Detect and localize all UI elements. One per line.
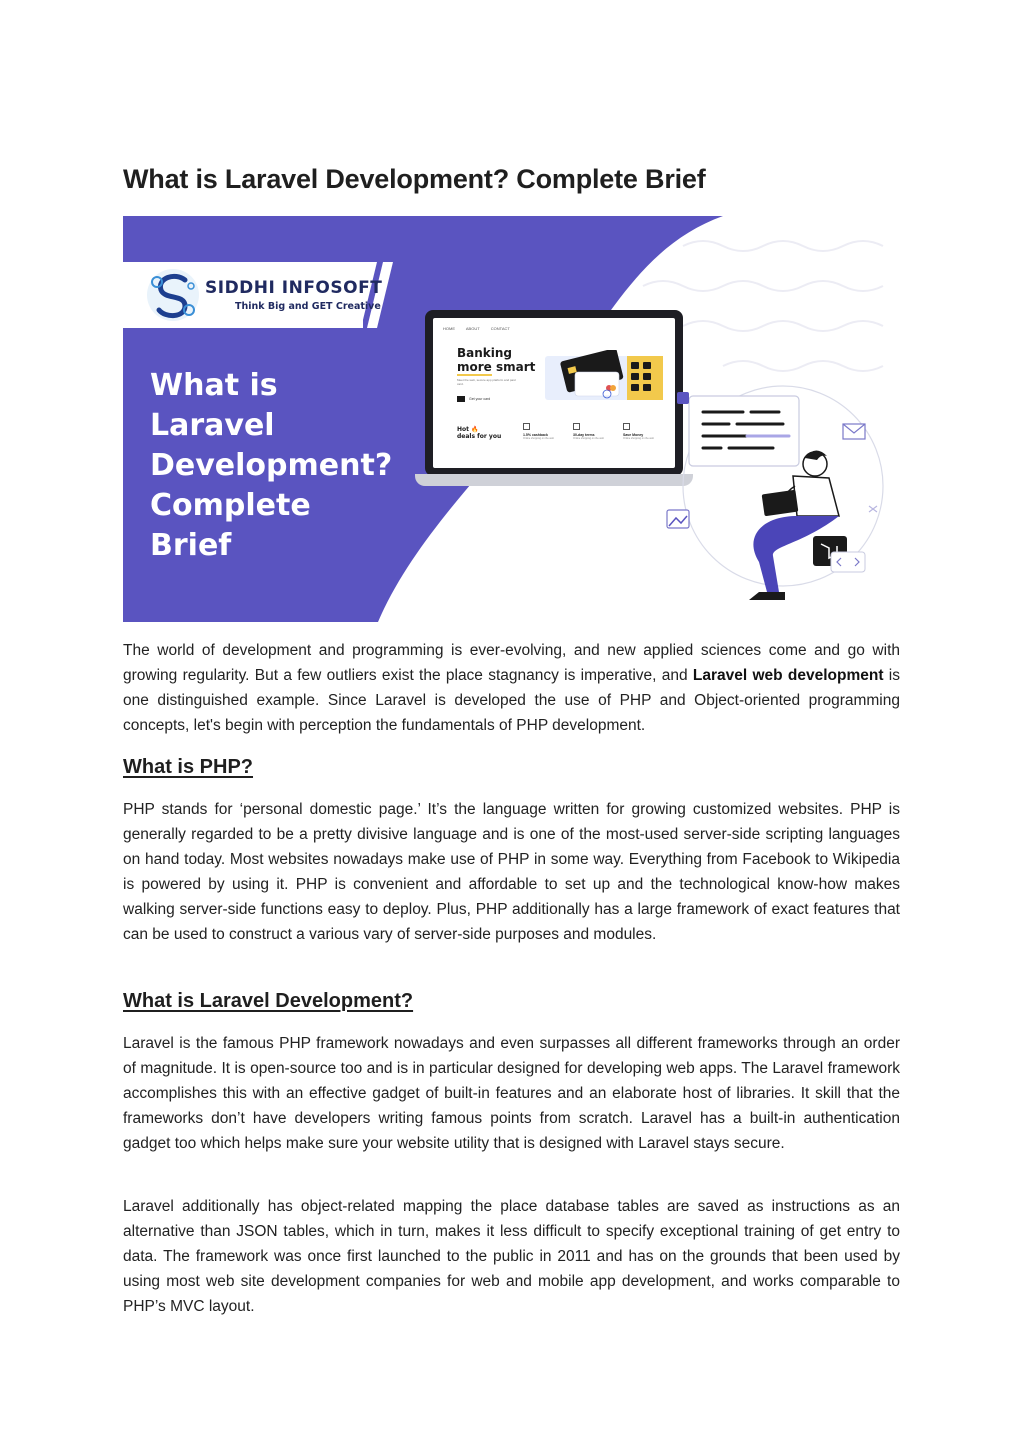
screen-deals-line: Hot 🔥 (457, 426, 479, 433)
screen-subtext: Meet the web, secure app platform and paid card. (457, 378, 516, 386)
feature-icon (573, 423, 580, 430)
feature-desc: Online shopping on the web (573, 437, 604, 440)
section-paragraph: Laravel is the famous PHP framework nowadays and even surpasses all different frameworks through an order of magnitude. It is open-source too and is in particular designed for developing web apps. The Laravel framework accomplishes this with an effective gadget of built-in features and an elaborate host of libraries. It skill that the frameworks don’t have developers writing famous points from scratch. Laravel has a built-in authentication gadget too which helps make sure your website utility that is designed with Laravel stays secure. (123, 1035, 900, 1152)
section-paragraph: Laravel additionally has object-related mapping the place database tables are saved as instructions as an alternative than JSON tables, which in turn, makes it less difficult to specify exceptional training of get entry to data. The framework was once first launched to the public in 2011 and has on the grounds that been used by using most web site development companies for web and mobile app development, and works comparable to PHP’s MVC layout. (123, 1198, 900, 1315)
banner-heading-line: What is (150, 368, 278, 403)
article-title: What is Laravel Development? Complete Brief (123, 164, 706, 194)
hero-banner-image (123, 216, 900, 622)
feature-title: Save Money (623, 433, 644, 437)
intro-paragraph (123, 638, 900, 738)
laptop-illustration (425, 310, 683, 490)
section-heading-laravel: What is Laravel Development? (123, 990, 414, 1012)
screen-button-label: Get your card (469, 397, 491, 401)
screen-headline-line: Banking (457, 346, 513, 360)
credit-cards-icon (545, 350, 663, 400)
banner-heading-line: Complete (150, 488, 311, 523)
screen-nav (443, 326, 520, 331)
screen-feature-columns (523, 423, 673, 453)
screen-headline (457, 346, 535, 374)
screen-feature (523, 423, 563, 440)
screen-deals-line: deals for you (457, 433, 502, 440)
screen-nav-item: ABOUT (465, 326, 480, 331)
feature-title: 30-day terms (573, 433, 595, 437)
banner-heading (150, 366, 420, 566)
feature-icon (523, 423, 530, 430)
banner-heading-line: Brief (150, 528, 232, 563)
intro-text: The world of development and programming is ever-evolving, and new applied sciences come and go with growing regularity. But a few outliers exist the place stagnancy is imperative, and (123, 642, 900, 684)
screen-headline-line (457, 360, 535, 374)
intro-bold-link-text: Laravel web development (692, 667, 884, 684)
banner-heading-line: Laravel (150, 408, 275, 443)
section-heading-php: What is PHP? (123, 756, 254, 778)
feature-desc: Online shopping on the web (623, 437, 654, 440)
laptop-base (415, 474, 693, 486)
screen-feature (623, 423, 663, 440)
logo-swirl-icon (145, 266, 201, 324)
feature-title: 1.5% cashback (523, 433, 548, 437)
screen-nav-item: CONTACT (490, 326, 510, 331)
logo-name: SIDDHI INFOSOFT (205, 278, 383, 298)
intro-text: is one distinguished example. Since Laravel is developed the use of PHP and Object-oriented programming concepts, let's begin with perception the fundamentals of PHP development. (123, 667, 900, 734)
screen-nav-item: HOME (443, 326, 455, 331)
banner-heading-line: Development? (150, 448, 393, 483)
feature-icon (623, 423, 630, 430)
screen-headline-highlight: more (457, 360, 492, 374)
feature-desc: Online shopping on the web (523, 437, 554, 440)
screen-feature (573, 423, 613, 440)
screen-button-icon (457, 396, 465, 402)
screen-deals (457, 426, 501, 440)
logo-tagline: Think Big and GET Creative (235, 301, 381, 312)
developer-illustration (663, 366, 900, 622)
screen-headline-rest: smart (491, 360, 536, 374)
section-paragraph: PHP stands for ‘personal domestic page.’ It’s the language written for growing customized websites. PHP is generally regarded to be a pretty divisive language and is one of the most-used server-side scripting languages on hand today. Most websites nowadays make use of PHP in some way. Everything from Facebook to Wikipedia is powered by using it. PHP is convenient and affordable to set up and the technological know-how makes walking server-side functions easy to deploy. Plus, PHP additionally has a large framework of exact features that can be used to construct a various vary of server-side purposes and modules. (123, 801, 900, 943)
laptop-screen (433, 318, 675, 468)
